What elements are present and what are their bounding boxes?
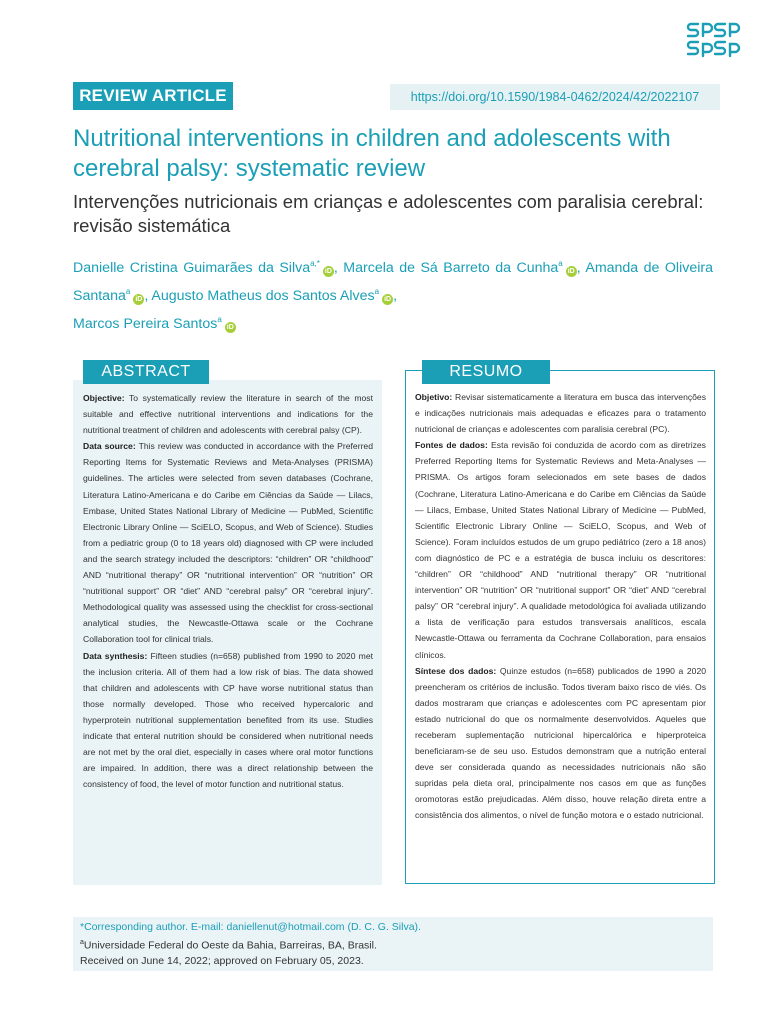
resumo-source (415, 437, 706, 662)
spsp-logo (684, 20, 744, 60)
article-type-badge: REVIEW ARTICLE (73, 82, 233, 110)
author-name[interactable]: Danielle Cristina Guimarães da Silva (73, 260, 311, 276)
abstract-body (83, 390, 373, 792)
author-affiliation: a,* (310, 259, 320, 268)
resumo-source-text: Esta revisão foi conduzida de acordo com as diretrizes Preferred Reporting Items for Systematic Reviews and Meta-Analyses — PRISMA. Os artigos foram selecionados em sete bases de dados (Cochrane, Literatura Latino-Americana e do Caribe em Ciências da Saúde — Lilacs, Embase, United States National Library of Medicine — PubMed, Scientific Electronic Library Online — SciELO, Scopus, and Web of Science). Foram incluídos estudos de um grupo pediátrico (zero a 18 anos) com diagnóstico de PC e a estratégia de busca incluiu os descritores: “children” OR “childhood” AND “nutritional therapy” OR “nutritional intervention” OR “nutrition” OR “nutritional support” OR “diet” AND “cerebral palsy” OR “cerebral injury”. A qualidade metodológica foi avaliada utilizando a lista de verificação para estudos transversais analíticos, escala Newcastle-Ottawa ou ferramenta da Cochrane Collaboration, para ensaios clínicos. (415, 440, 706, 660)
orcid-icon[interactable]: iD (324, 268, 332, 275)
doi-link[interactable]: https://doi.org/10.1590/1984-0462/2024/42/2022107 (390, 84, 720, 110)
title-portuguese: Intervenções nutricionais em crianças e adolescentes com paralisia cerebral: revisão sistemática (73, 191, 704, 236)
abstract-heading: ABSTRACT (83, 360, 209, 384)
corresponding-author[interactable]: *Corresponding author. E-mail: daniellenut@hotmail.com (D. C. G. Silva). (80, 921, 421, 933)
author-list (73, 252, 713, 336)
author-affiliation: a (217, 315, 222, 324)
footnotes (73, 917, 713, 971)
orcid-icon[interactable]: iD (567, 268, 575, 275)
orcid-icon[interactable]: iD (135, 296, 143, 303)
author-separator: , (144, 288, 152, 304)
abstract-synthesis (83, 648, 373, 793)
abstract-objective-label: Objective: (83, 393, 125, 403)
author-separator: , (393, 288, 398, 304)
affiliation (73, 935, 713, 954)
author-name[interactable]: Marcos Pereira Santos (73, 316, 218, 332)
resumo-objective (415, 389, 706, 437)
affiliation-marker: a (80, 939, 84, 946)
resumo-objective-label: Objetivo: (415, 392, 453, 402)
author-affiliation: a (374, 287, 380, 296)
abstract-source (83, 438, 373, 647)
abstract-objective (83, 390, 373, 438)
resumo-synthesis (415, 663, 706, 824)
resumo-source-label: Fontes de dados: (415, 440, 488, 451)
resumo-body (415, 389, 706, 824)
resumo-synthesis-label: Síntese dos dados: (415, 665, 497, 676)
author-name[interactable]: Augusto Matheus dos Santos Alves (151, 288, 375, 304)
abstract-objective-text: To systematically review the literature in search of the most suitable and effective nutritional interventions and indications for the nutritional treatment of children and adolescents with cerebral palsy (CP). (83, 393, 373, 436)
author-name[interactable]: Amanda de Oliveira Santana (73, 260, 713, 304)
abstract-source-text: This review was conducted in accordance with the Preferred Reporting Items for Systematic Reviews and Meta-Analyses (PRISMA) guidelines. The articles were selected from seven databases (Cochrane, Literatura Latino-Americana e do Caribe em Ciências da Saúde — Lilacs, Embase, United States National Library of Medicine — PubMed, Scientific Electronic Library Online — SciELO, Scopus, and Web of Science). Studies from a pediatric group (0 to 18 years old) diagnosed with CP were included and the search strategy included the descriptors: “children” OR “childhood” AND “nutritional therapy” OR “nutritional intervention” OR “nutrition” OR “nutritional support” OR “diet” AND “cerebral palsy” OR “cerebral injury”. Methodological quality was assessed using the checklist for cross-sectional analytical studies, the Newcastle-Ottawa scale or the Cochrane Collaboration tool for clinical trials. (83, 441, 373, 645)
abstract-panel (73, 363, 382, 885)
orcid-icon[interactable]: iD (384, 296, 392, 303)
resumo-synthesis-text: Quinze estudos (n=658) publicados de 1990 a 2020 preencheram os critérios de inclusão. Todos tiveram baixo risco de viés. Os dados mostraram que crianças e adolescentes com PC apresentam pior estado nutricional do que os normalmente desenvolvidos. Aqueles que receberam suplementação nutricional hipercalórica e hiperproteica beneficiaram-se de seu uso. Estudos demonstram que a nutrição enteral deve ser considerada quando as necessidades nutricionais não são supridas pela dieta oral, principalmente nos casos em que as funções oromotoras estão prejudicadas. Além disso, houve relação direta entre a consistência dos alimentos, o nível de função motora e o estado nutricional. (415, 665, 707, 821)
resumo-panel (405, 363, 715, 884)
author-affiliation: a (125, 287, 131, 296)
received-dates: Received on June 14, 2022; approved on February 05, 2023. (80, 954, 364, 967)
author-separator: , (333, 260, 344, 276)
resumo-heading: RESUMO (422, 360, 550, 384)
author-name[interactable]: Marcela de Sá Barreto da Cunha (343, 260, 559, 276)
affiliation-text: Universidade Federal do Oeste da Bahia, Barreiras, BA, Brasil. (83, 939, 377, 952)
abstract-synthesis-label: Data synthesis: (83, 650, 148, 661)
resumo-objective-text: Revisar sistematicamente a literatura em busca das intervenções e indicações nutricionais mais adequadas e eficazes para o tratamento nutricional de crianças e adolescentes com paralisia cerebral (PC). (415, 392, 706, 435)
abstract-synthesis-text: Fifteen studies (n=658) published from 1990 to 2020 met the inclusion criteria. All of them had a low risk of bias. The data showed that children and adolescents with CP have worse nutritional status than those normally developed. Those who received hypercaloric and hyperprotein nutritional supplementation benefited from its use. Studies indicate that enteral nutrition should be considered when nutritional needs are not met by the oral diet, especially in cases where oral motor functions are impaired. In addition, there was a direct relationship between the consistency of food, the level of motor function and nutritional status. (83, 650, 373, 790)
author-affiliation: a (558, 259, 563, 268)
abstract-source-label: Data source: (83, 441, 136, 452)
author-separator: , (576, 260, 581, 276)
title-english: Nutritional interventions in children and adolescents with cerebral palsy: systematic review (73, 125, 671, 182)
orcid-icon[interactable]: iD (226, 324, 234, 331)
